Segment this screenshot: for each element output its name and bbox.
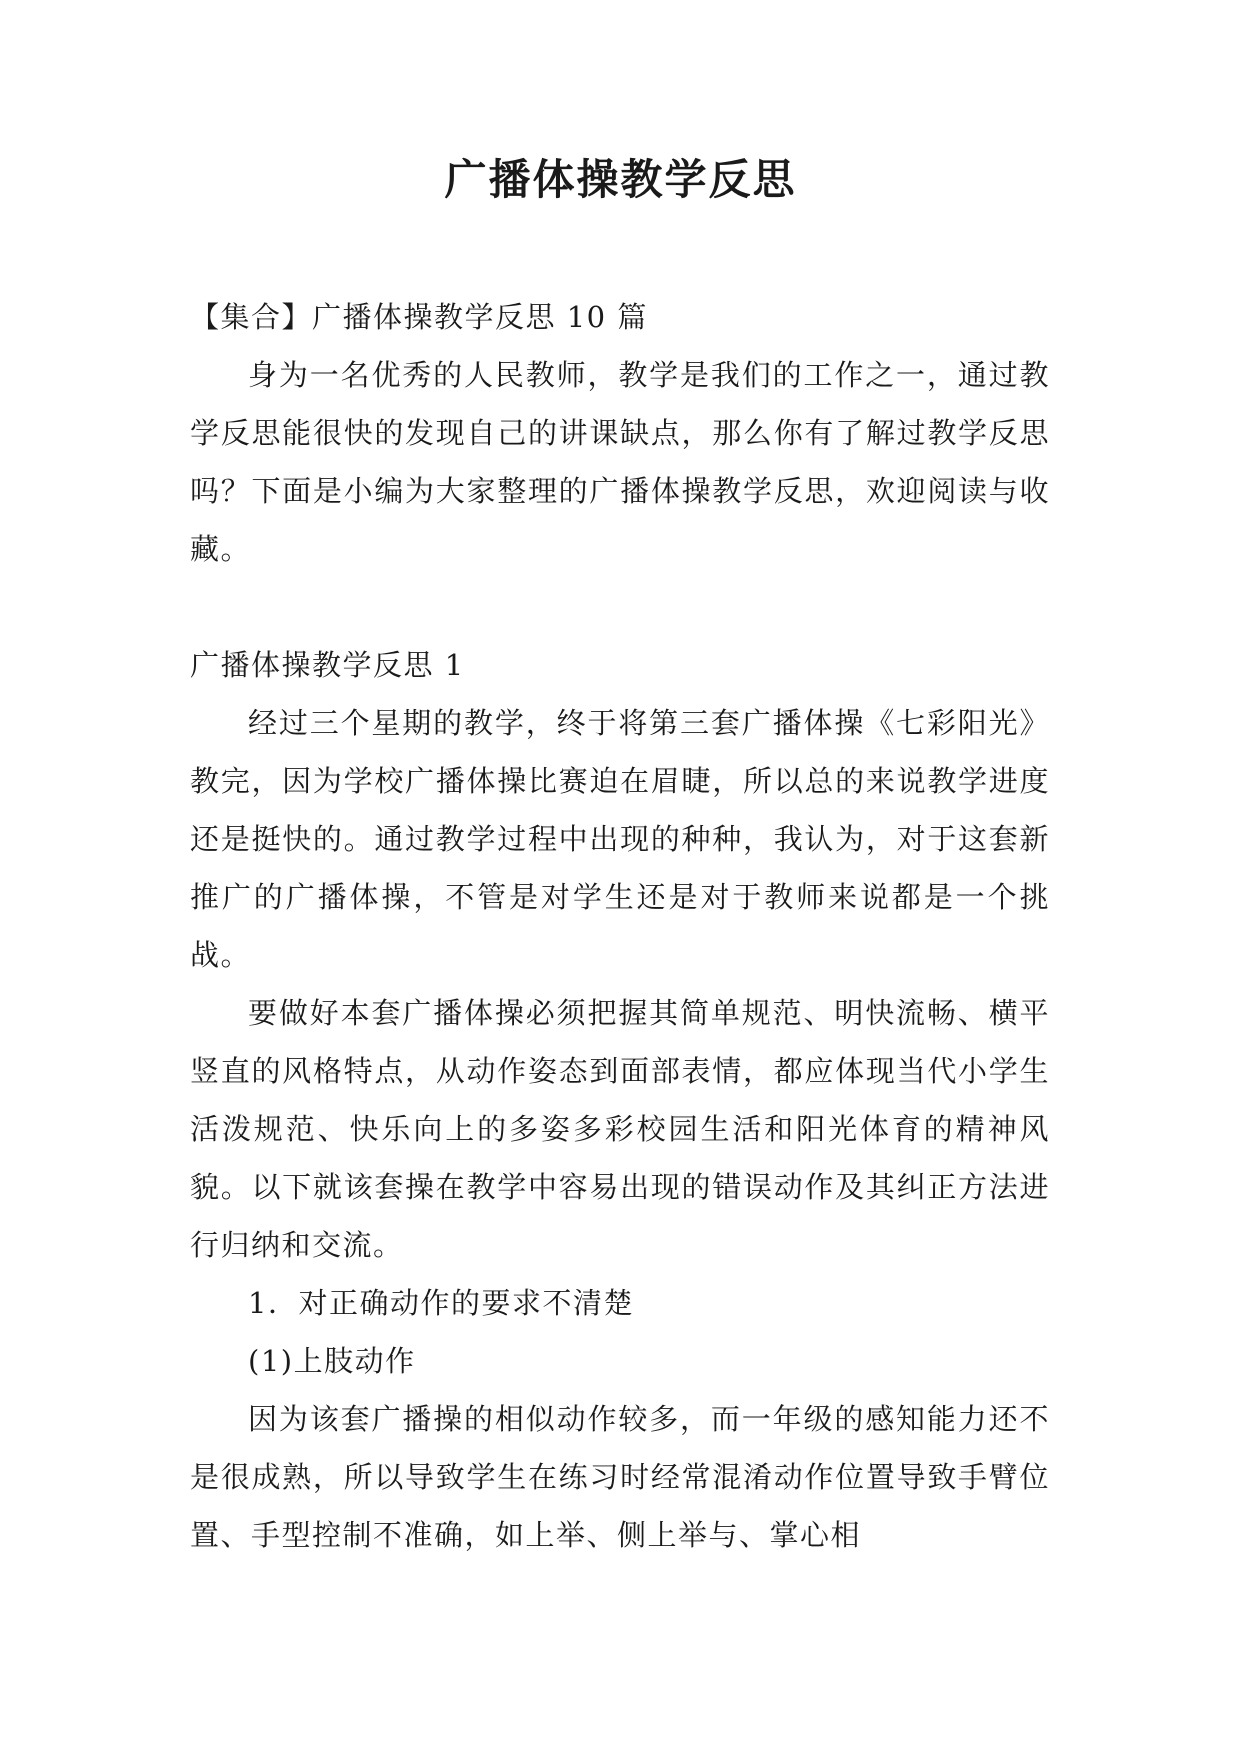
body-paragraph: 经过三个星期的教学，终于将第三套广播体操《七彩阳光》教完，因为学校广播体操比赛迫在眉睫，所以总的来说教学进度还是挺快的。通过教学过程中出现的种种，我认为，对于这套新推广的广播体操，不管是对学生还是对于教师来说都是一个挑战。 (190, 706, 1050, 972)
section-heading: 广播体操教学反思 1 (190, 648, 465, 682)
list-heading: 1．对正确动作的要求不清楚 (248, 1286, 634, 1320)
body-paragraph: 要做好本套广播体操必须把握其简单规范、明快流畅、横平竖直的风格特点，从动作姿态到面部表情，都应体现当代小学生活泼规范、快乐向上的多姿多彩校园生活和阳光体育的精神风貌。以下就该套操在教学中容易出现的错误动作及其纠正方法进行归纳和交流。 (190, 996, 1050, 1262)
document-title: 广播体操教学反思 (444, 155, 797, 204)
intro-paragraph: 身为一名优秀的人民教师，教学是我们的工作之一，通过教学反思能很快的发现自己的讲课缺点，那么你有了解过教学反思吗？下面是小编为大家整理的广播体操教学反思，欢迎阅读与收藏。 (190, 358, 1050, 566)
body-paragraph: 因为该套广播操的相似动作较多，而一年级的感知能力还不是很成熟，所以导致学生在练习时经常混淆动作位置导致手臂位置、手型控制不准确，如上举、侧上举与、掌心相 (190, 1402, 1050, 1552)
document-subtitle: 【集合】广播体操教学反思 10 篇 (190, 300, 648, 334)
document-body (190, 288, 1050, 1564)
sub-heading: (1)上肢动作 (248, 1344, 416, 1378)
